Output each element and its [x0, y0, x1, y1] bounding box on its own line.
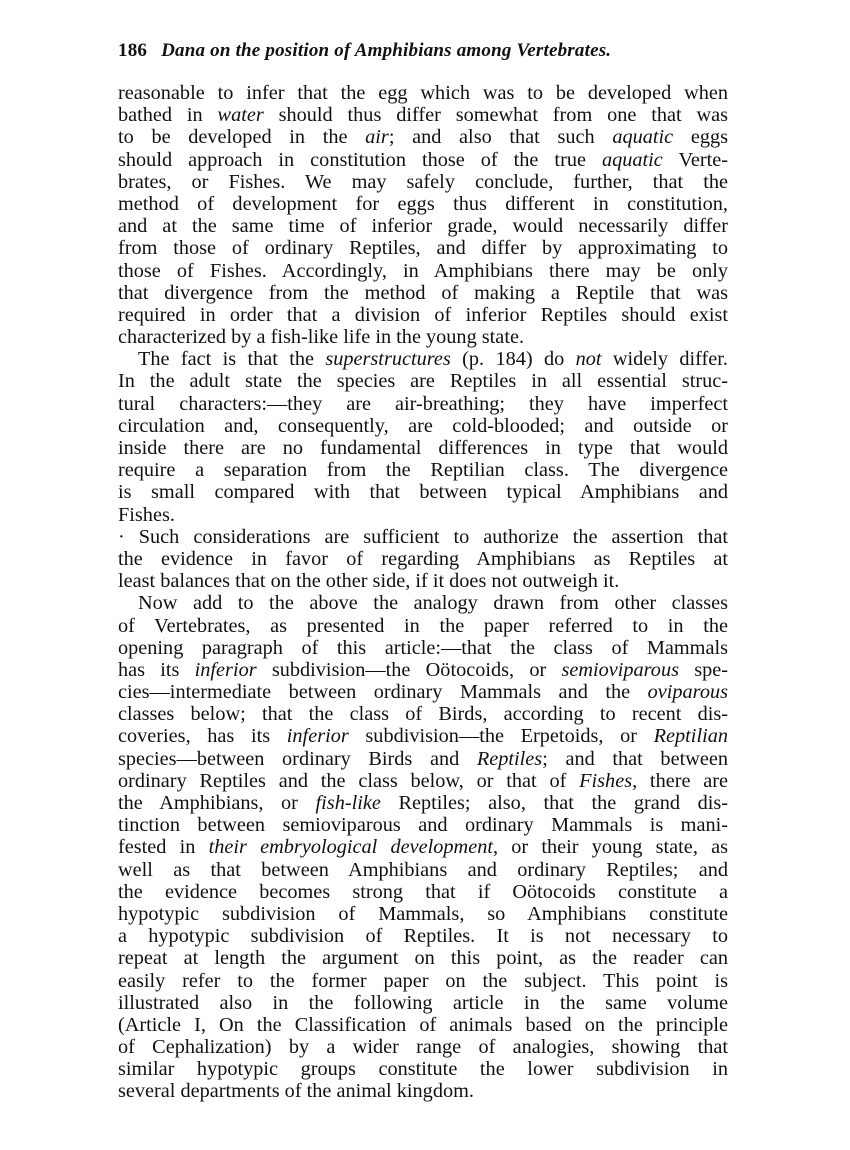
text-line: bathed in water should thus differ somewhat from one that was	[118, 104, 729, 127]
text-line: cies—intermediate between ordinary Mammals and the oviparous	[118, 681, 728, 704]
text-line: least balances that on the other side, if it does not outweigh it.	[118, 570, 620, 593]
text-line: opening paragraph of this article:—that the class of Mammals	[118, 636, 728, 659]
text-line: reasonable to infer that the egg which was to be developed when	[118, 82, 728, 104]
text-line: of Cephalization) by a wider range of analogies, showing that	[118, 1036, 728, 1059]
text-line: is small compared with that between typical Amphibians and	[118, 481, 728, 504]
text-line: illustrated also in the following article in the same volume	[118, 991, 728, 1014]
text-line: to be developed in the air; and also that such aquatic eggs	[118, 126, 728, 149]
text-line: brates, or Fishes. We may safely conclude, further, that the	[118, 170, 728, 193]
text-line: a hypotypic subdivision of Reptiles. It is not necessary to	[118, 925, 728, 948]
text-line: has its inferior subdivision—the Oötocoids, or semioviparous spe-	[118, 658, 729, 681]
text-line: inside there are no fundamental differences in type that would	[118, 437, 728, 459]
text-line: fested in their embryological development, or their young state, as	[118, 836, 728, 859]
text-line: from those of ordinary Reptiles, and differ by approximating to	[118, 237, 728, 260]
text-line: well as that between Amphibians and ordinary Reptiles; and	[118, 858, 728, 881]
text-line: classes below; that the class of Birds, according to recent dis-	[118, 703, 728, 726]
text-line: those of Fishes. Accordingly, in Amphibians there may be only	[118, 259, 728, 282]
text-line: species—between ordinary Birds and Reptiles; and that between	[118, 747, 729, 770]
text-line: tinction between semioviparous and ordinary Mammals is mani-	[118, 814, 728, 837]
text-line: of Vertebrates, as presented in the paper referred to in the	[118, 614, 728, 637]
text-line: tural characters:—they are air-breathing; they have imperfect	[118, 392, 728, 415]
book-page	[118, 40, 728, 1103]
text-line: should approach in constitution those of the true aquatic Verte-	[118, 148, 728, 171]
text-line: In the adult state the species are Reptiles in all essential struc-	[118, 370, 728, 393]
text-line: circulation and, consequently, are cold-blooded; and outside or	[118, 414, 728, 437]
text-line: the Amphibians, or fish-like Reptiles; also, that the grand dis-	[118, 792, 729, 814]
text-line: coveries, has its inferior subdivision—the Erpetoids, or Reptilian	[118, 725, 728, 748]
text-line: and at the same time of inferior grade, would necessarily differ	[118, 215, 728, 238]
text-line: hypotypic subdivision of Mammals, so Amphibians constitute	[118, 902, 728, 925]
text-line: require a separation from the Reptilian class. The divergence	[118, 459, 728, 482]
text-line: repeat at length the argument on this point, as the reader can	[118, 947, 728, 970]
text-line: similar hypotypic groups constitute the lower subdivision in	[118, 1058, 728, 1081]
text-line: Fishes.	[118, 503, 175, 526]
text-line: the evidence in favor of regarding Amphibians as Reptiles at	[118, 547, 728, 570]
text-line: method of development for eggs thus different in constitution,	[118, 192, 728, 215]
text-line: Now add to the above the analogy drawn from other classes	[138, 592, 728, 615]
text-line: the evidence becomes strong that if Oötocoids constitute a	[118, 880, 728, 903]
text-line: ordinary Reptiles and the class below, or that of Fishes, there are	[118, 769, 728, 792]
text-line: that divergence from the method of making a Reptile that was	[118, 281, 728, 304]
text-line: (Article I, On the Classification of animals based on the principle	[118, 1013, 728, 1036]
text-line: characterized by a fish-like life in the young state.	[118, 326, 525, 349]
running-head	[118, 40, 728, 68]
text-line: easily refer to the former paper on the subject. This point is	[118, 969, 728, 992]
text-line: required in order that a division of inferior Reptiles should exist	[118, 303, 728, 326]
text-line: · Such considerations are sufficient to authorize the assertion that	[118, 525, 728, 548]
text-line: several departments of the animal kingdom.	[118, 1080, 474, 1103]
running-title: Dana on the position of Amphibians among Vertebrates.	[161, 40, 612, 61]
body-text	[118, 82, 728, 1103]
page-number: 186	[118, 40, 148, 61]
text-line: The fact is that the superstructures (p. 184) do not widely differ.	[138, 348, 728, 371]
